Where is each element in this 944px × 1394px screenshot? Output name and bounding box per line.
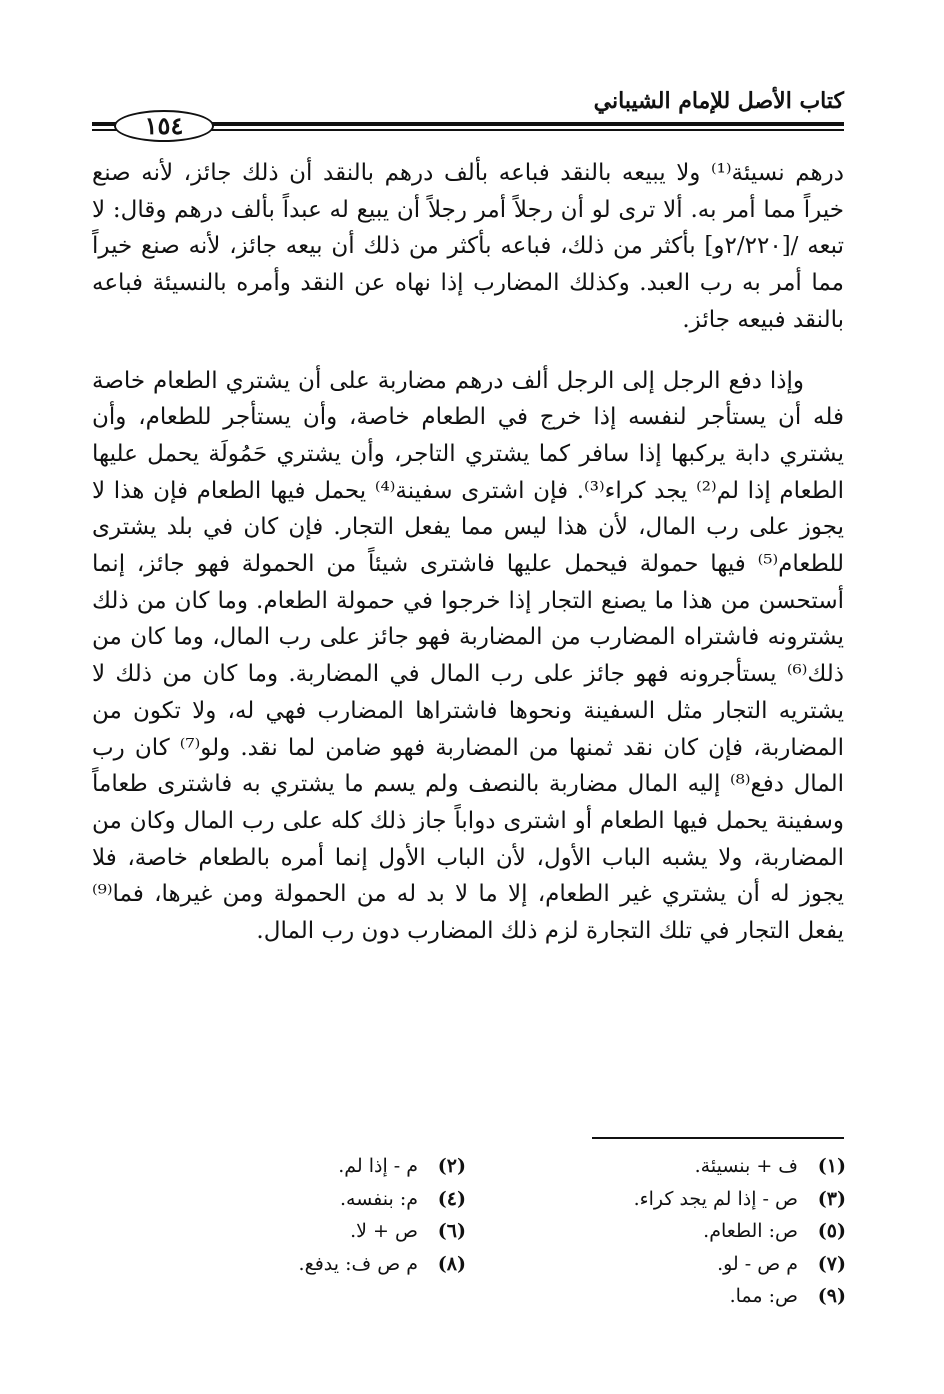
footnote-text: ص + لا.	[350, 1220, 418, 1242]
footnote	[506, 1215, 846, 1248]
running-title: كتاب الأصل للإمام الشيباني	[593, 88, 844, 114]
page-number: ١٥٤	[114, 110, 214, 142]
footnote-text: ص: مما.	[729, 1285, 798, 1307]
footnote-number: (٧)	[817, 1252, 846, 1275]
footnote-text: م - إذا لم.	[338, 1155, 418, 1177]
footnote	[506, 1248, 846, 1281]
footnote	[150, 1248, 466, 1281]
main-text	[92, 155, 844, 950]
footnote	[150, 1183, 466, 1216]
footnotes-column-left	[150, 1150, 466, 1280]
footnote-number: (٦)	[437, 1220, 466, 1242]
footnote-number: (٨)	[437, 1252, 466, 1275]
footnote-text: ص - إذا لم يجد كراء.	[633, 1187, 798, 1210]
footnote-text: م ص - لو.	[717, 1252, 798, 1275]
footnote-text: ف + بنسيئة.	[694, 1155, 798, 1177]
footnote-number: (٣)	[817, 1187, 846, 1210]
footnote	[506, 1183, 846, 1216]
footnote	[150, 1150, 466, 1183]
footnote-number: (٤)	[437, 1187, 466, 1210]
paragraph-2: وإذا دفع الرجل إلى الرجل ألف درهم مضاربة على أن يشتري الطعام خاصة فله أن يستأجر لنفسه إذا خرج في الطعام خاصة، وأن يستأجر للطعام، وأن يشتري دابة يركبها إذا سافر كما يشتري التاجر، وأن يشتري حَمُولَة يحمل عليها الطعام إذا لم⁽²⁾ يجد كراء⁽³⁾. فإن اشترى سفينة⁽⁴⁾ يحمل فيها الطعام فإن هذا لا يجوز على رب المال، لأن هذا ليس مما يفعل التجار. فإن كان في بلد يشترى للطعام⁽⁵⁾ فيها حمولة فيحمل عليها فاشترى شيئاً من الحمولة فهو جائز، إنما أستحسن من هذا ما يصنع التجار إذا خرجوا في حمولة الطعام. وما كان من ذلك يشترونه فاشتراه المضارب من المضاربة فهو جائز على رب المال، وما كان من ذلك⁽⁶⁾ يستأجرونه فهو جائز على رب المال في المضاربة. وما كان من ذلك لا يشتريه التجار مثل السفينة ونحوها فاشتراها المضارب فهي له، ولا تكون من المضاربة، فإن كان نقد ثمنها من المضاربة فهو ضامن لما نقد. ولو⁽⁷⁾ كان رب المال دفع⁽⁸⁾ إليه المال مضاربة بالنصف ولم يسم ما يشتري به فاشترى طعاماً وسفينة يحمل فيها الطعام أو اشترى دواباً جاز ذلك كله على رب المال وكان من المضاربة، ولا يشبه الباب الأول، لأن الباب الأول إنما أمره بالطعام خاصة، فلا يجوز له أن يشتري غير الطعام، إلا ما لا بد له من الحمولة ومن غيرها، فما⁽⁹⁾ يفعل التجار في تلك التجارة لزم ذلك المضارب دون رب المال.	[92, 367, 845, 945]
footnote-number: (٢)	[437, 1155, 466, 1177]
footnote-separator	[592, 1137, 844, 1139]
footnote-text: م: بنفسه.	[339, 1187, 418, 1210]
footnote	[506, 1280, 846, 1313]
paragraph-1: درهم نسيئة⁽¹⁾ ولا يبيعه بالنقد فباعه بألف درهم بالنقد أن ذلك جائز، لأنه صنع خيراً مما أمر به. ألا ترى لو أن رجلاً أمر رجلاً أن يبيع له عبداً بألف درهم وقال: لا تبعه /[٢/٢٢٠و] بأكثر من ذلك، فباعه بأكثر من ذلك أن بيعه جائز، لأنه صنع خيراً مما أمر به رب العبد. وكذلك المضارب إذا نهاه عن النقد وأمره بالنسيئة فباعه بالنقد فبيعه جائز.	[92, 160, 844, 333]
footnotes-column-right	[506, 1150, 846, 1313]
page-header	[92, 80, 844, 140]
footnote-text: ص: الطعام.	[703, 1220, 798, 1242]
footnote-number: (١)	[817, 1155, 846, 1177]
footnote-number: (٩)	[817, 1285, 846, 1307]
footnote-text: م ص ف: يدفع.	[298, 1252, 418, 1275]
footnote-number: (٥)	[817, 1220, 846, 1242]
footnote	[506, 1150, 846, 1183]
footnote	[150, 1215, 466, 1248]
